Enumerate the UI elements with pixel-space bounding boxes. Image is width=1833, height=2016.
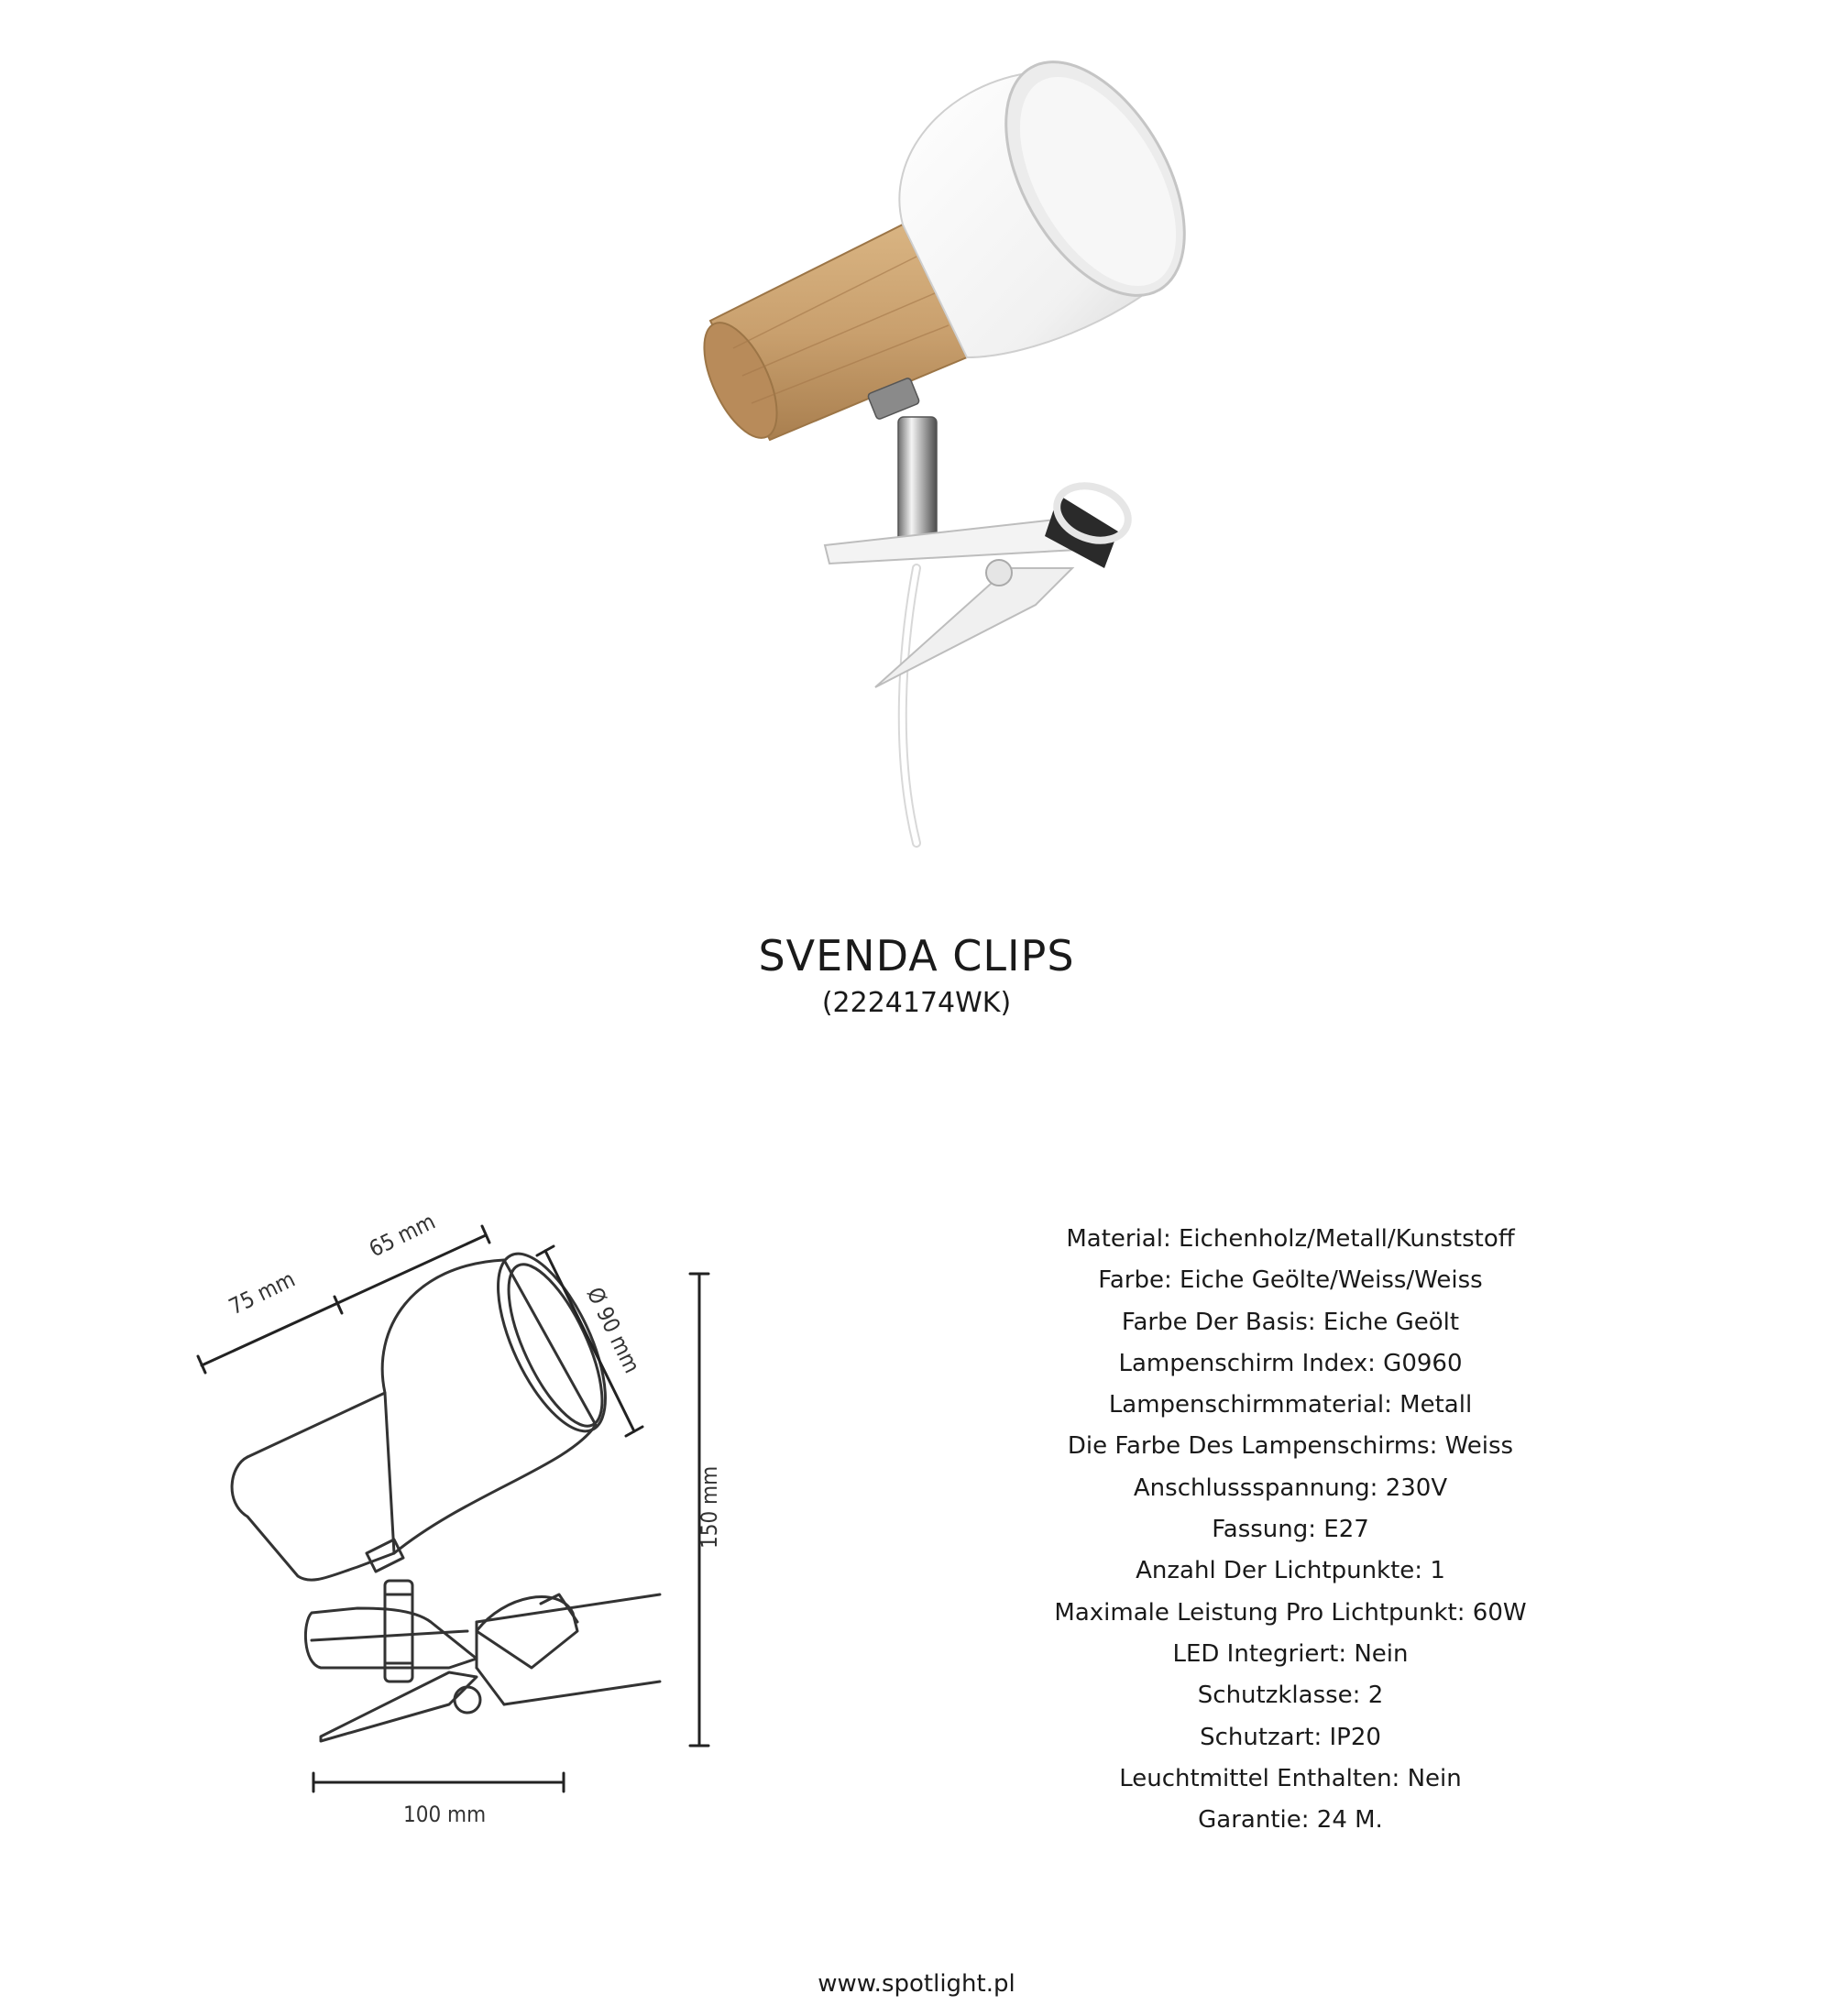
spec-warranty: Garantie: 24 M.	[1198, 1806, 1383, 1835]
spec-ip-rating: Schutzart: IP20	[1200, 1723, 1381, 1751]
title-block	[0, 930, 1833, 1020]
spec-color: Farbe: Eiche Geölte/Weiss/Weiss	[1098, 1266, 1483, 1295]
spec-shade-material: Lampenschirmmaterial: Metall	[1108, 1391, 1473, 1419]
spec-led-integrated: LED Integriert: Nein	[1172, 1639, 1409, 1668]
spec-shade-color: Die Farbe Des Lampenschirms: Weiss	[1067, 1432, 1514, 1461]
spec-shade-index: Lampenschirm Index: G0960	[1118, 1349, 1463, 1377]
footer-url: www.spotlight.pl	[818, 1970, 1015, 1998]
spec-material: Material: Eichenholz/Metall/Kunststoff	[1066, 1225, 1515, 1253]
product-code: (2224174WK)	[821, 987, 1012, 1019]
spec-bulb-included: Leuchtmittel Enthalten: Nein	[1119, 1764, 1462, 1792]
clip	[825, 477, 1136, 687]
spec-list	[1015, 1219, 1565, 1841]
spec-protection-class: Schutzklasse: 2	[1197, 1682, 1384, 1710]
dimension-diameter: Ø 90 mm	[581, 1283, 645, 1377]
spec-socket: Fassung: E27	[1212, 1516, 1369, 1544]
dimension-length-front: 75 mm	[225, 1265, 300, 1320]
dimension-base-width: 100 mm	[403, 1802, 487, 1827]
dimension-height: 150 mm	[697, 1465, 722, 1549]
spec-max-power: Maximale Leistung Pro Lichtpunkt: 60W	[1054, 1598, 1527, 1627]
dimension-length-back: 65 mm	[365, 1208, 440, 1263]
dimension-drawing	[174, 1191, 761, 1851]
white-shade	[899, 55, 1210, 357]
spec-voltage: Anschlussspannung: 230V	[1133, 1474, 1448, 1502]
spec-base-color: Farbe Der Basis: Eiche Geölt	[1121, 1308, 1460, 1336]
product-photo	[642, 55, 1210, 861]
product-name: SVENDA CLIPS	[758, 931, 1075, 981]
spec-light-points: Anzahl Der Lichtpunkte: 1	[1136, 1557, 1445, 1585]
